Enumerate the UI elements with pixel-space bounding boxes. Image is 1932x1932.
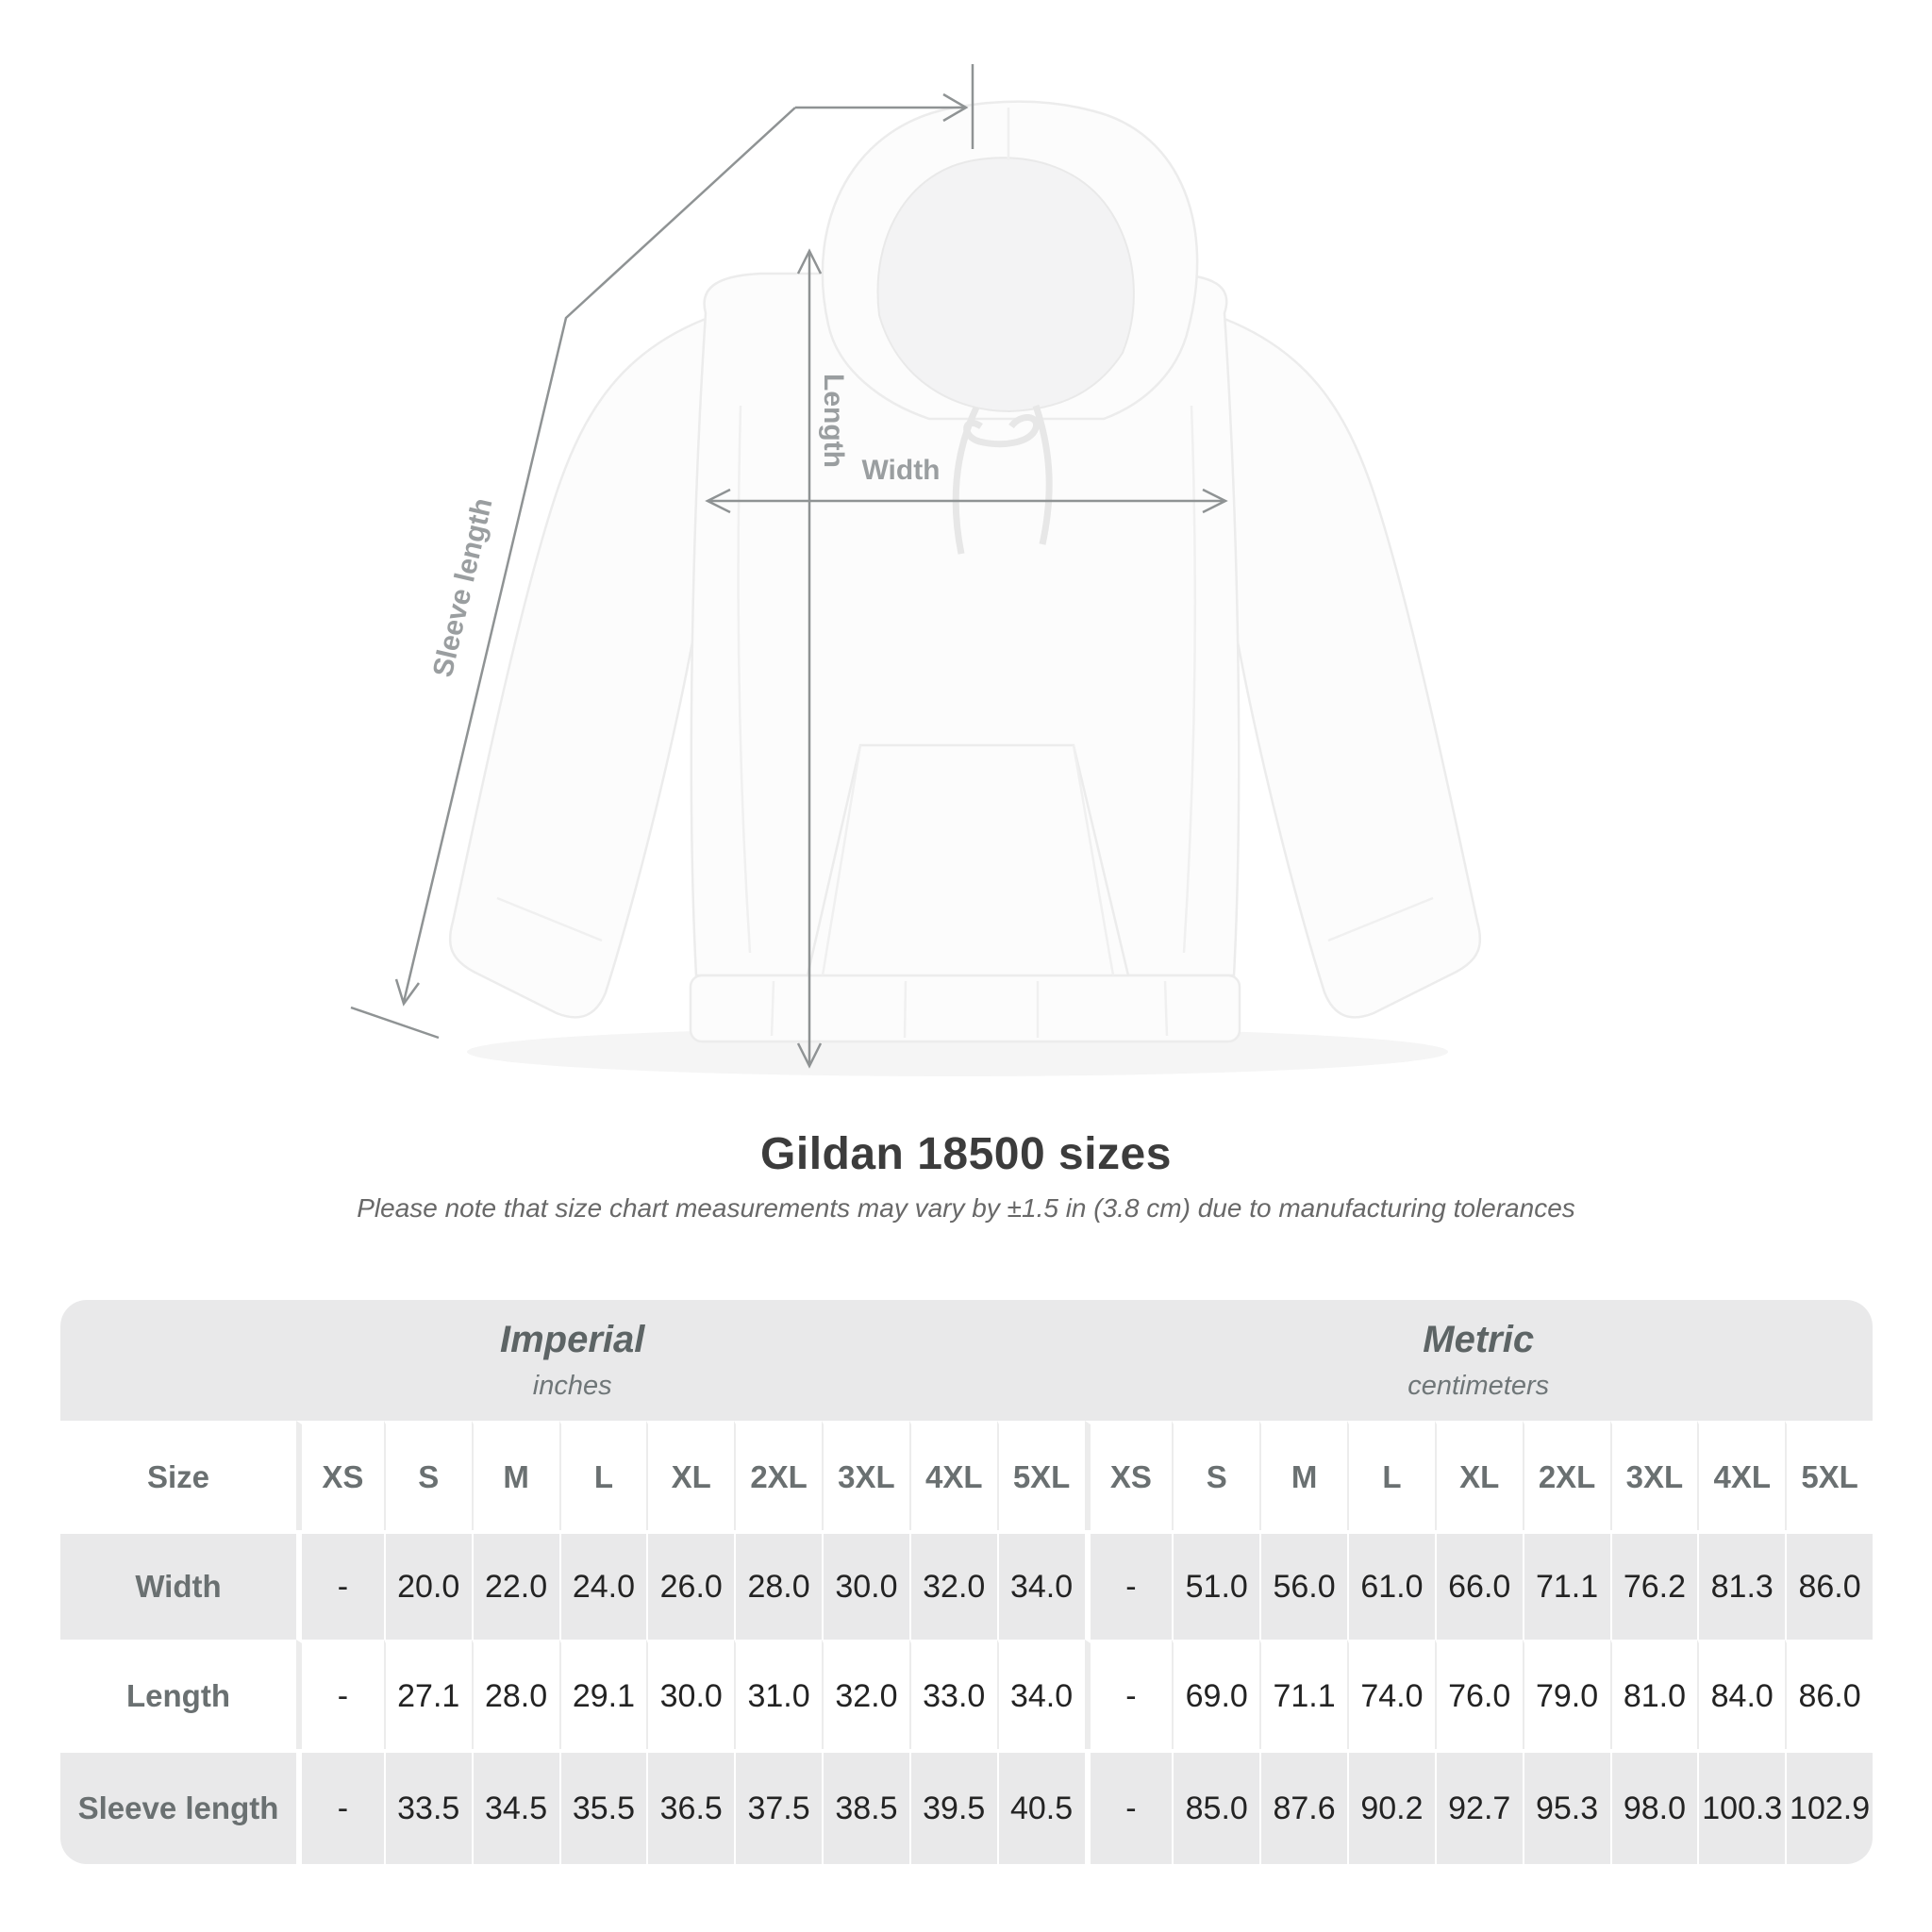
value-cell: 29.1 — [559, 1640, 647, 1749]
value-cell: 34.0 — [997, 1640, 1085, 1749]
value-cell: - — [1085, 1530, 1173, 1640]
value-cell: 39.5 — [909, 1749, 997, 1864]
value-cell: 76.0 — [1435, 1640, 1523, 1749]
value-cell: 30.0 — [822, 1530, 909, 1640]
value-cell: 20.0 — [384, 1530, 472, 1640]
value-cell: 92.7 — [1435, 1749, 1523, 1864]
value-cell: 22.0 — [472, 1530, 559, 1640]
value-cell: 87.6 — [1259, 1749, 1347, 1864]
hood-opening — [877, 158, 1133, 411]
size-header-cell: Size — [60, 1421, 296, 1530]
size-column-header: M — [472, 1421, 559, 1530]
size-column-header: 2XL — [1523, 1421, 1610, 1530]
value-cell: 34.0 — [997, 1530, 1085, 1640]
value-cell: 26.0 — [646, 1530, 734, 1640]
page-title: Gildan 18500 sizes — [760, 1129, 1172, 1179]
imperial-unit: inches — [532, 1371, 612, 1401]
value-cell: 36.5 — [646, 1749, 734, 1864]
value-cell: - — [296, 1640, 384, 1749]
value-cell: - — [296, 1530, 384, 1640]
size-column-header: 4XL — [909, 1421, 997, 1530]
size-column-header: 4XL — [1697, 1421, 1785, 1530]
value-cell: 31.0 — [734, 1640, 822, 1749]
size-column-header: XS — [1085, 1421, 1173, 1530]
size-column-header: XL — [1435, 1421, 1523, 1530]
width-label: Width — [861, 455, 941, 486]
size-column-header: 5XL — [997, 1421, 1085, 1530]
value-cell: 69.0 — [1172, 1640, 1259, 1749]
value-cell: 40.5 — [997, 1749, 1085, 1864]
size-column-header: L — [1347, 1421, 1435, 1530]
value-cell: 95.3 — [1523, 1749, 1610, 1864]
cuff-tick-line — [351, 1008, 439, 1038]
value-cell: 81.3 — [1697, 1530, 1785, 1640]
value-cell: 35.5 — [559, 1749, 647, 1864]
value-cell: 76.2 — [1610, 1530, 1698, 1640]
value-cell: 27.1 — [384, 1640, 472, 1749]
metric-group-header — [1084, 1319, 1873, 1402]
sleeve-length-label: Sleeve length — [426, 494, 499, 680]
value-cell: 71.1 — [1259, 1640, 1347, 1749]
unit-header-band — [60, 1300, 1873, 1421]
size-column-header: M — [1259, 1421, 1347, 1530]
value-cell: 90.2 — [1347, 1749, 1435, 1864]
size-column-header: 5XL — [1785, 1421, 1873, 1530]
value-cell: 33.0 — [909, 1640, 997, 1749]
size-column-header: L — [559, 1421, 647, 1530]
value-cell: 84.0 — [1697, 1640, 1785, 1749]
size-column-header: XL — [646, 1421, 734, 1530]
value-cell: 98.0 — [1610, 1749, 1698, 1864]
value-cell: 28.0 — [734, 1530, 822, 1640]
value-cell: - — [1085, 1749, 1173, 1864]
title-block — [0, 1128, 1932, 1224]
value-cell: 85.0 — [1172, 1749, 1259, 1864]
row-label-cell: Sleeve length — [60, 1749, 296, 1864]
row-label-cell: Width — [60, 1530, 296, 1640]
value-cell: 86.0 — [1785, 1640, 1873, 1749]
value-cell: 38.5 — [822, 1749, 909, 1864]
value-cell: 86.0 — [1785, 1530, 1873, 1640]
value-cell: - — [1085, 1640, 1173, 1749]
imperial-label: Imperial — [499, 1319, 645, 1360]
value-cell: 32.0 — [822, 1640, 909, 1749]
size-column-header: XS — [296, 1421, 384, 1530]
size-column-header: 3XL — [822, 1421, 909, 1530]
value-cell: 100.3 — [1697, 1749, 1785, 1864]
imperial-group-header — [60, 1319, 1084, 1402]
value-cell: 74.0 — [1347, 1640, 1435, 1749]
value-cell: 79.0 — [1523, 1640, 1610, 1749]
value-cell: 24.0 — [559, 1530, 647, 1640]
value-cell: 51.0 — [1172, 1530, 1259, 1640]
value-cell: 61.0 — [1347, 1530, 1435, 1640]
value-cell: 102.9 — [1785, 1749, 1873, 1864]
row-label-cell: Length — [60, 1640, 296, 1749]
value-cell: 32.0 — [909, 1530, 997, 1640]
size-table-grid — [60, 1300, 1873, 1864]
value-cell: - — [296, 1749, 384, 1864]
value-cell: 28.0 — [472, 1640, 559, 1749]
value-cell: 30.0 — [646, 1640, 734, 1749]
size-column-header: 3XL — [1610, 1421, 1698, 1530]
value-cell: 34.5 — [472, 1749, 559, 1864]
metric-unit: centimeters — [1407, 1371, 1550, 1401]
metric-label: Metric — [1423, 1319, 1535, 1360]
tolerance-note: Please note that size chart measurements may vary by ±1.5 in (3.8 cm) due to manufacturing tolerances — [357, 1193, 1575, 1223]
value-cell: 66.0 — [1435, 1530, 1523, 1640]
length-label: Length — [818, 374, 849, 468]
hoodie-left-sleeve — [450, 319, 709, 1017]
value-cell: 71.1 — [1523, 1530, 1610, 1640]
size-column-header: S — [384, 1421, 472, 1530]
size-column-header: 2XL — [734, 1421, 822, 1530]
value-cell: 81.0 — [1610, 1640, 1698, 1749]
size-column-header: S — [1172, 1421, 1259, 1530]
value-cell: 33.5 — [384, 1749, 472, 1864]
value-cell: 37.5 — [734, 1749, 822, 1864]
hoodie-right-sleeve — [1221, 319, 1480, 1017]
value-cell: 56.0 — [1259, 1530, 1347, 1640]
